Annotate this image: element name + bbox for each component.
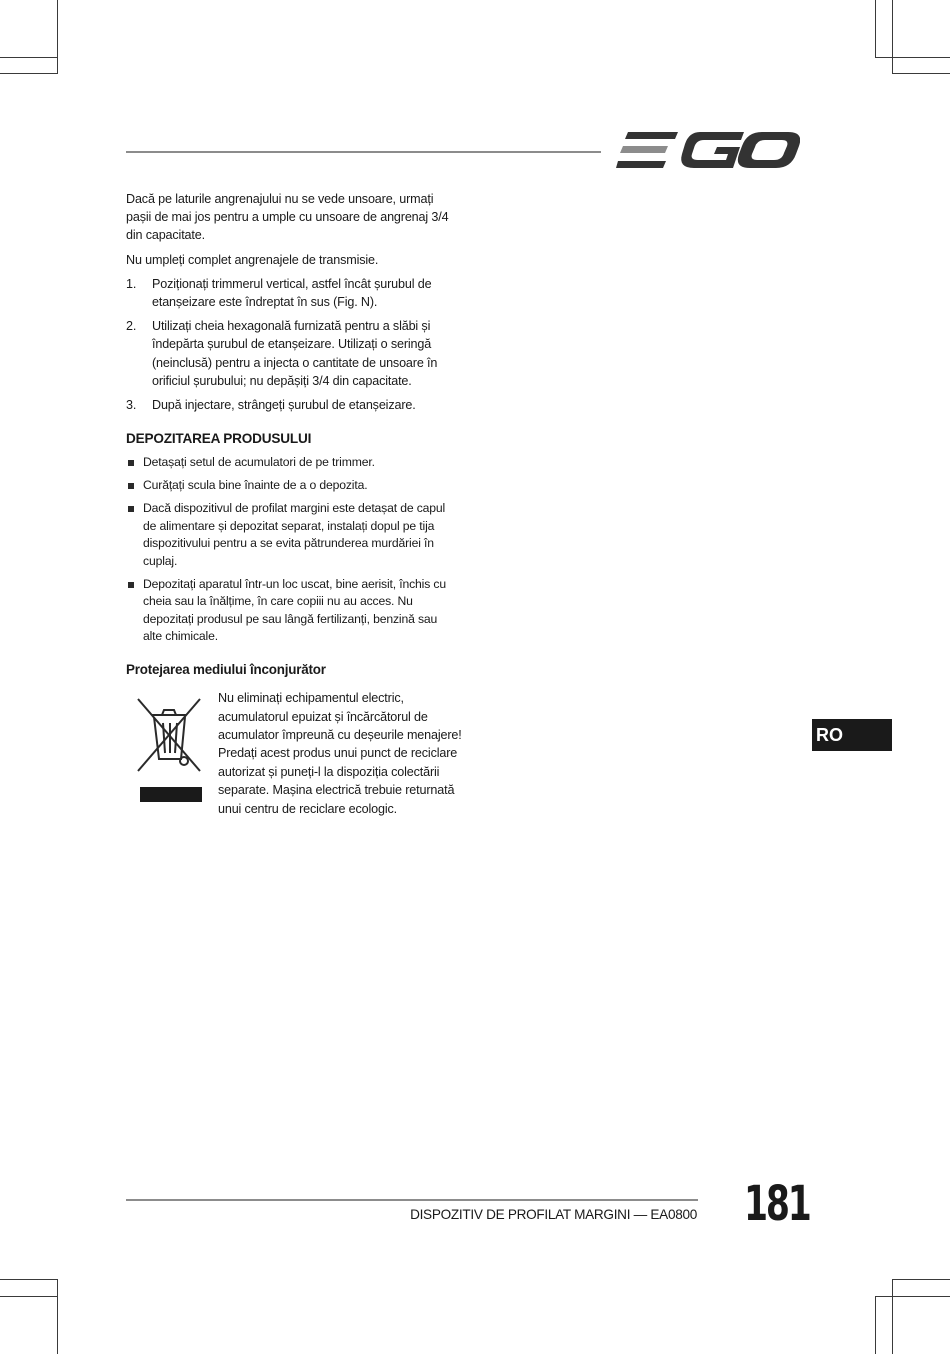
crop-mark xyxy=(892,73,950,74)
step-text: După injectare, strângeți șurubul de etanșeizare. xyxy=(152,398,416,413)
crop-mark xyxy=(0,73,58,74)
crop-mark xyxy=(876,57,950,58)
list-item xyxy=(126,317,456,390)
storage-item-text: Dacă dispozitivul de profilat margini este detașat de capul de alimentare și depozitat separat, instalați dopul pe tija dispozitivului pentru a se evita pătrunderea murdăriei în cuplaj. xyxy=(143,501,446,568)
step-text: Utilizați cheia hexagonală furnizată pentru a slăbi și îndepărta șurubul de etanșeizare. Utilizați o seringă (neinclusă) pentru a injecta o cantitate de unsoare în orificiul șurubului; nu depășiți 3/4 din capacitate. xyxy=(152,319,438,388)
crop-mark xyxy=(875,1296,876,1354)
list-item xyxy=(126,477,456,495)
step-text: Poziționați trimmerul vertical, astfel încât șurubul de etanșeizare este îndreptat în sus (Fig. N). xyxy=(152,276,432,310)
list-item xyxy=(126,454,456,472)
crop-mark xyxy=(0,1296,58,1297)
list-item xyxy=(126,576,456,646)
storage-item-text: Curățați scula bine înainte de a o depozita. xyxy=(143,478,368,493)
storage-item-text: Depozitați aparatul într-un loc uscat, bine aerisit, închis cu cheia sau la înălțime, în care copiii nu au acces. Nu depozitați produsul pe sau lângă fertilizanți, benzină sau alte chimicale. xyxy=(143,576,446,644)
footer-title: DISPOZITIV DE PROFILAT MARGINI — EA0800 xyxy=(410,1207,697,1222)
list-item xyxy=(126,500,456,570)
crop-mark xyxy=(0,57,58,58)
crop-mark xyxy=(892,1280,893,1354)
main-content xyxy=(126,190,462,849)
footer-rule xyxy=(126,1199,698,1201)
step-number: 3. xyxy=(126,398,137,413)
crop-mark xyxy=(892,1279,950,1280)
language-tab: RO xyxy=(812,719,892,751)
bullet-square-icon xyxy=(128,582,134,588)
crop-mark xyxy=(892,0,893,74)
environment-section xyxy=(126,689,462,849)
weee-crossed-bin-icon xyxy=(134,693,204,803)
storage-list xyxy=(126,454,456,646)
ego-logo xyxy=(616,128,800,172)
grease-steps-list xyxy=(126,275,456,414)
bullet-square-icon xyxy=(128,460,134,466)
storage-heading: DEPOZITAREA PRODUSULUI xyxy=(126,431,312,447)
crop-mark xyxy=(876,1296,950,1297)
crop-mark xyxy=(57,1280,58,1354)
step-number: 1. xyxy=(126,276,137,291)
crop-mark xyxy=(57,0,58,74)
storage-item-text: Detașați setul de acumulatori de pe trimmer. xyxy=(143,455,375,470)
environment-text: Nu eliminați echipamentul electric, acumulatorul epuizat și încărcătorul de acumulator împreună cu deșeurile menajere! Predați acest produs unui punct de reciclare autorizat și puneți-l la dispoziția colectării separate. Mașina electrică trebuie returnată unui centru de reciclare ecologic. xyxy=(218,691,462,816)
bullet-square-icon xyxy=(128,506,134,512)
page-number: 181 xyxy=(744,1176,810,1232)
environment-heading: Protejarea mediului înconjurător xyxy=(126,661,326,677)
intro-paragraph: Nu umpleți complet angrenajele de transmisie. xyxy=(126,252,379,267)
crop-mark xyxy=(875,0,876,58)
list-item xyxy=(126,396,456,414)
bullet-square-icon xyxy=(128,483,134,489)
header-rule xyxy=(126,151,601,153)
step-number: 2. xyxy=(126,319,137,334)
list-item xyxy=(126,275,456,311)
crop-mark xyxy=(0,1279,58,1280)
intro-paragraph: Dacă pe laturile angrenajului nu se vede unsoare, urmați pașii de mai jos pentru a umple cu unsoare de angrenaj 3/4 din capacitate. xyxy=(126,192,449,243)
